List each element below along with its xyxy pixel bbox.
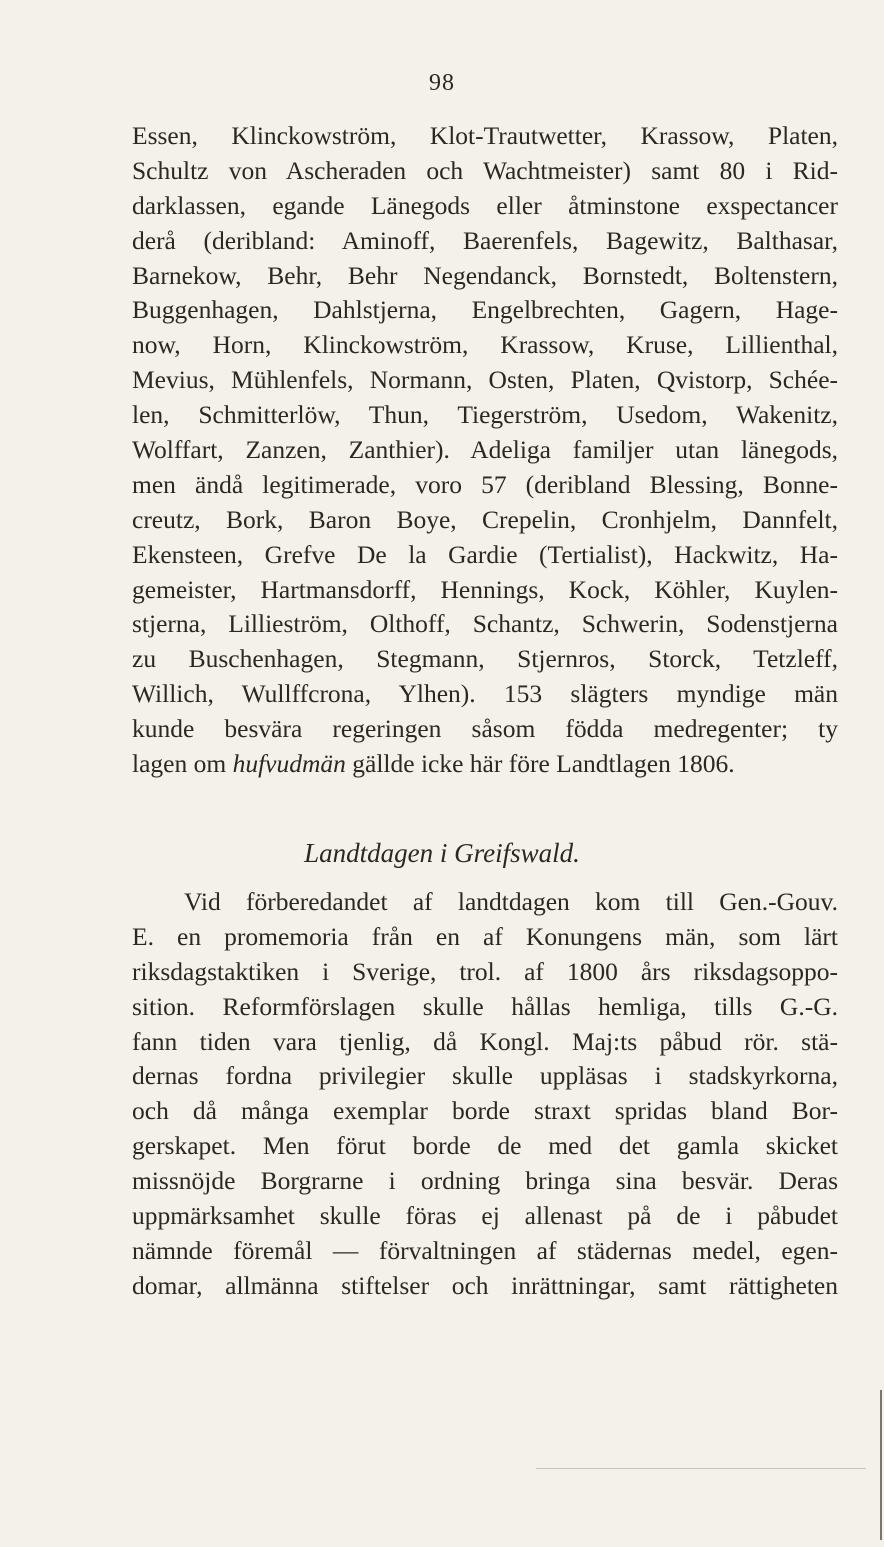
paragraph-2 bbox=[132, 885, 838, 1304]
text-line: len, Schmitterlöw, Thun, Tiegerström, Usedom, Wakenitz, bbox=[132, 400, 838, 430]
text-fragment: lagen om bbox=[132, 749, 233, 779]
text-line: now, Horn, Klinckowström, Krassow, Kruse, Lillienthal, bbox=[132, 330, 838, 360]
text-line: Schultz von Ascheraden och Wachtmeister) samt 80 i Rid- bbox=[132, 155, 838, 185]
text-line: missnöjde Borgrarne i ordning bringa sina besvär. Deras bbox=[132, 1166, 838, 1196]
text-line: Willich, Wullffcrona, Ylhen). 153 slägters myndige män bbox=[132, 679, 838, 709]
page-edge-mark bbox=[880, 1390, 882, 1540]
text-line: creutz, Bork, Baron Boye, Crepelin, Cronhjelm, Dannfelt, bbox=[132, 504, 838, 534]
text-line: men ändå legitimerade, voro 57 (deribland Blessing, Bonne- bbox=[132, 469, 838, 499]
text-line: sition. Reformförslagen skulle hållas hemliga, tills G.-G. bbox=[132, 991, 838, 1021]
text-line: uppmärksamhet skulle föras ej allenast på de i påbudet bbox=[132, 1201, 838, 1231]
text-line: stjerna, Lillieström, Olthoff, Schantz, Schwerin, Sodenstjerna bbox=[132, 609, 838, 639]
text-line: gemeister, Hartmansdorff, Hennings, Kock, Köhler, Kuylen- bbox=[132, 574, 838, 604]
scan-smudge bbox=[536, 1468, 866, 1469]
text-line: Buggenhagen, Dahlstjerna, Engelbrechten, Gagern, Hage- bbox=[132, 295, 838, 325]
text-line: derå (deribland: Aminoff, Baerenfels, Bagewitz, Balthasar, bbox=[132, 225, 838, 255]
text-line: darklassen, egande Länegods eller åtminstone exspectancer bbox=[132, 190, 838, 220]
text-line: Ekensteen, Grefve De la Gardie (Tertialist), Hackwitz, Ha- bbox=[132, 539, 838, 569]
text-line: gerskapet. Men förut borde de med det gamla skicket bbox=[132, 1131, 838, 1161]
text-line: riksdagstaktiken i Sverige, trol. af 1800 års riksdagsoppo- bbox=[132, 956, 838, 986]
text-line: och då många exemplar borde straxt spridas bland Bor- bbox=[132, 1096, 838, 1126]
section-heading: Landtdagen i Greifswald. bbox=[304, 838, 580, 868]
paragraph-1 bbox=[132, 119, 838, 782]
emphasized-word: hufvudmän bbox=[232, 749, 346, 779]
text-line: zu Buschenhagen, Stegmann, Stjernros, Storck, Tetzleff, bbox=[132, 644, 838, 674]
text-line: Mevius, Mühlenfels, Normann, Osten, Platen, Qvistorp, Schée- bbox=[132, 365, 838, 395]
text-line: Essen, Klinckowström, Klot-Trautwetter, Krassow, Platen, bbox=[132, 121, 838, 150]
text-fragment: gällde icke här före Landtlagen 1806. bbox=[345, 749, 735, 779]
text-line: nämnde föremål — förvaltningen af städernas medel, egen- bbox=[132, 1235, 838, 1265]
text-line: dernas fordna privilegier skulle uppläsas i stadskyrkorna, bbox=[132, 1061, 838, 1091]
text-line-final bbox=[132, 747, 838, 782]
page-number: 98 bbox=[429, 70, 455, 96]
text-line: Wolffart, Zanzen, Zanthier). Adeliga familjer utan länegods, bbox=[132, 435, 838, 465]
text-line: Vid förberedandet af landtdagen kom till Gen.-Gouv. bbox=[184, 887, 838, 916]
text-line: fann tiden vara tjenlig, då Kongl. Maj:ts påbud rör. stä- bbox=[132, 1026, 838, 1056]
text-line: kunde besvära regeringen såsom födda medregenter; ty bbox=[132, 714, 838, 744]
text-line: Barnekow, Behr, Behr Negendanck, Bornstedt, Boltenstern, bbox=[132, 260, 838, 290]
text-line: domar, allmänna stiftelser och inrättningar, samt rättigheten bbox=[132, 1270, 838, 1300]
text-line: E. en promemoria från en af Konungens män, som lärt bbox=[132, 921, 838, 951]
